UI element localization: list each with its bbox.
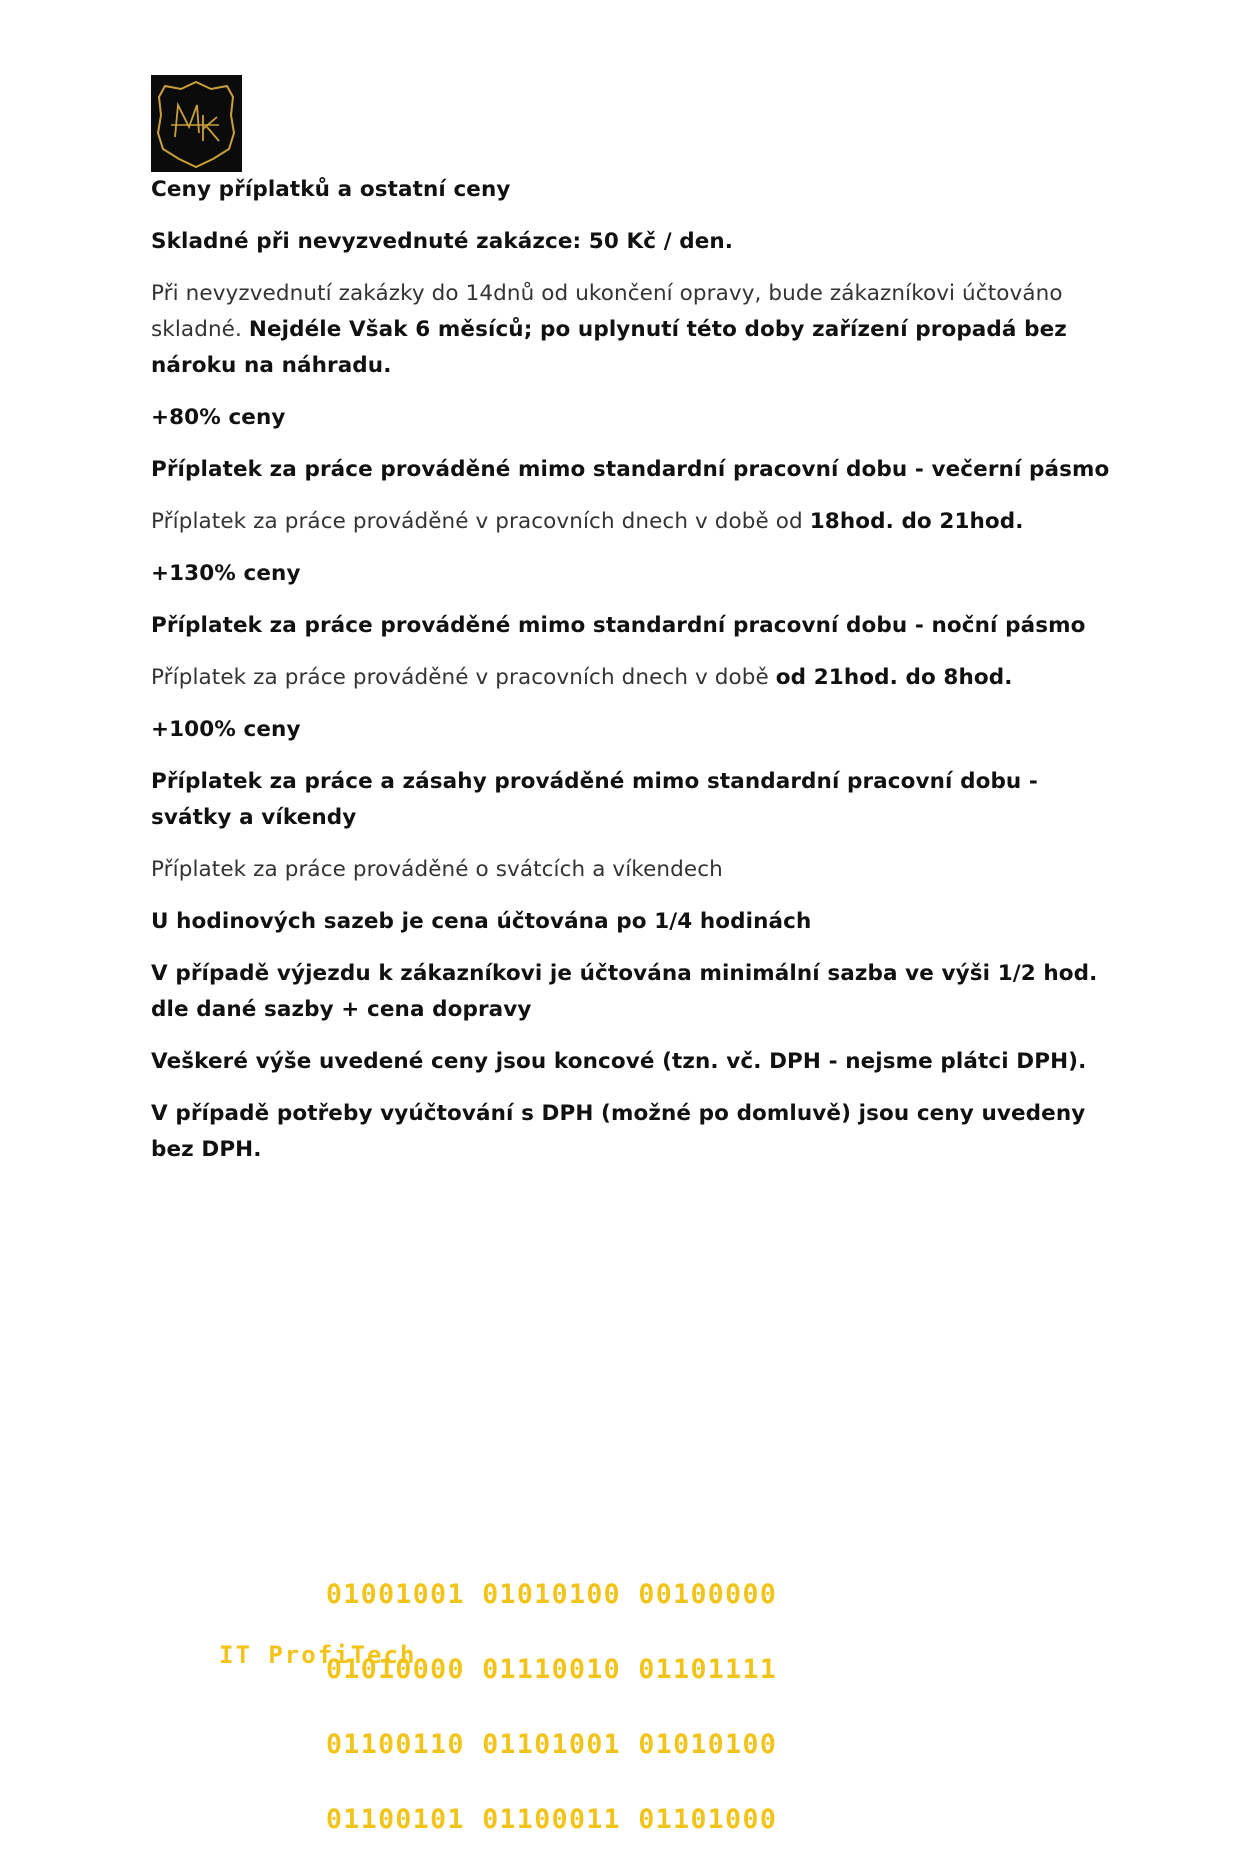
binary-line: 01001001 01010100 00100000 (326, 1579, 778, 1610)
document-title: Ceny příplatků a ostatní ceny (151, 177, 511, 202)
evening-text-bold: 18hod. do 21hod. (809, 509, 1024, 534)
night-price: +130% ceny (151, 561, 301, 586)
night-heading: Příplatek za práce prováděné mimo standardní pracovní dobu - noční pásmo (151, 613, 1086, 638)
night-paragraph (151, 660, 1111, 696)
shield-monogram-icon (151, 75, 242, 172)
weekend-heading: Příplatek za práce a zásahy prováděné mimo standardní pracovní dobu - svátky a víkendy (151, 769, 1038, 830)
hourly-note: U hodinových sazeb je cena účtována po 1/4 hodinách (151, 909, 812, 934)
binary-line: 01100110 01101001 01010100 (326, 1729, 778, 1760)
vat-note: Veškeré výše uvedené ceny jsou koncové (tzn. vč. DPH - nejsme plátci DPH). (151, 1049, 1087, 1074)
evening-paragraph (151, 504, 1111, 540)
binary-footer (326, 1532, 777, 1857)
binary-line: 01010000 01110010 01101111 (326, 1654, 778, 1685)
storage-paragraph (151, 276, 1111, 384)
storage-text: Při nevyzvednutí zakázky do 14dnů od ukončení opravy, bude zákazníkovi účtováno skladné. (151, 281, 1063, 342)
evening-heading: Příplatek za práce prováděné mimo standardní pracovní dobu - večerní pásmo (151, 457, 1110, 482)
trip-note: V případě výjezdu k zákazníkovi je účtována minimální sazba ve výši 1/2 hod. dle dané sazby + cena dopravy (151, 961, 1098, 1022)
binary-line: 01100101 01100011 01101000 (326, 1804, 778, 1835)
weekend-text: Příplatek za práce prováděné o svátcích a víkendech (151, 857, 723, 882)
document-body (151, 172, 1111, 1184)
night-text-bold: od 21hod. do 8hod. (775, 665, 1013, 690)
company-logo (151, 75, 242, 172)
brand-name: IT ProfiTech (219, 1641, 417, 1669)
vat-billing-note: V případě potřeby vyúčtování s DPH (možné po domluvě) jsou ceny uvedeny bez DPH. (151, 1101, 1086, 1162)
night-text: Příplatek za práce prováděné v pracovních dnech v době (151, 665, 776, 690)
evening-text: Příplatek za práce prováděné v pracovních dnech v době od (151, 509, 810, 534)
storage-heading: Skladné při nevyzvednuté zakázce: 50 Kč / den. (151, 229, 734, 254)
evening-price: +80% ceny (151, 405, 286, 430)
storage-text-bold: Nejdéle Však 6 měsíců; po uplynutí této doby zařízení propadá bez nároku na náhradu. (151, 317, 1067, 378)
weekend-price: +100% ceny (151, 717, 301, 742)
